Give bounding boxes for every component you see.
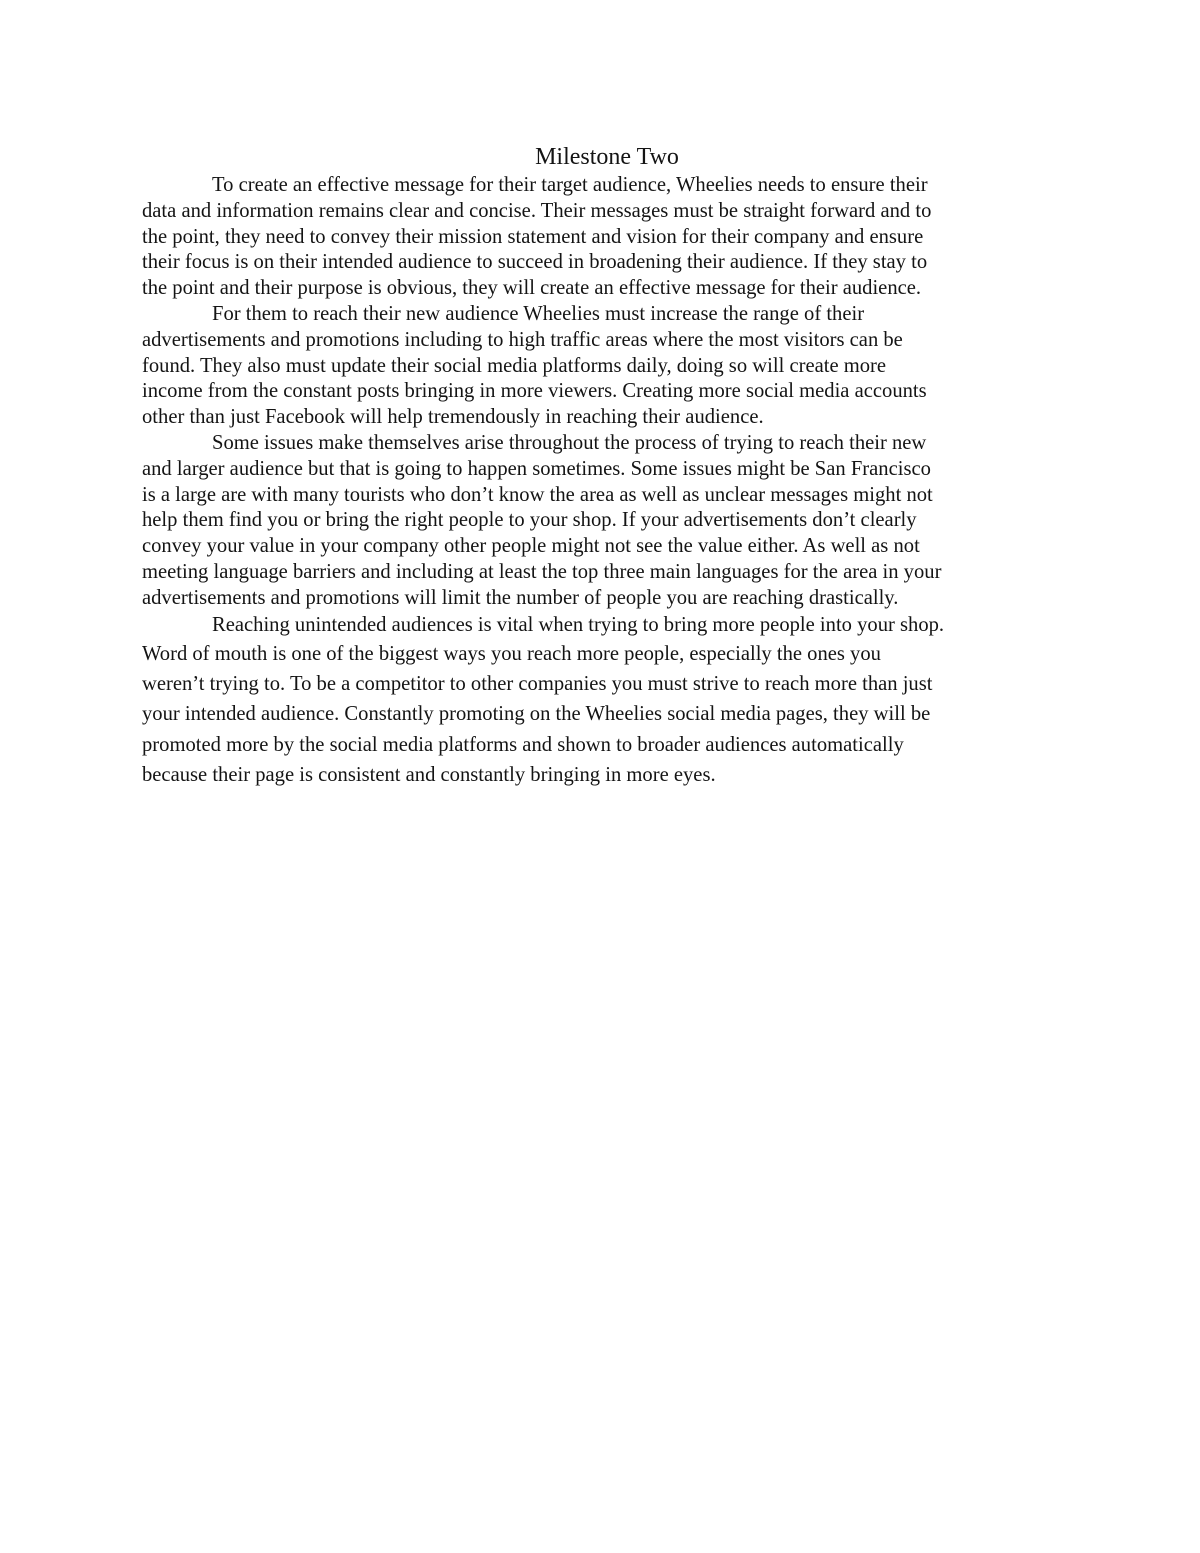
paragraph-line: Word of mouth is one of the biggest ways you reach more people, especially the ones you — [142, 642, 881, 665]
paragraph-line: meeting language barriers and including at least the top three main languages for the area in your — [142, 560, 942, 583]
paragraph-2 — [142, 302, 1058, 431]
paragraph-line: the point and their purpose is obvious, they will create an effective message for their audience. — [142, 277, 922, 300]
document-title: Milestone Two — [535, 144, 679, 170]
paragraph-line: and larger audience but that is going to happen sometimes. Some issues might be San Francisco — [142, 457, 931, 480]
paragraph-line: your intended audience. Constantly promoting on the Wheelies social media pages, they will be — [142, 703, 931, 726]
paragraph-line: is a large are with many tourists who don’t know the area as well as unclear messages might not — [142, 483, 933, 506]
paragraph-line: help them find you or bring the right people to your shop. If your advertisements don’t clearly — [142, 509, 917, 532]
paragraph-line: because their page is consistent and constantly bringing in more eyes. — [142, 764, 716, 787]
paragraph-line: weren’t trying to. To be a competitor to other companies you must strive to reach more than just — [142, 672, 933, 695]
paragraph-line: To create an effective message for their target audience, Wheelies needs to ensure their — [212, 174, 928, 196]
paragraph-line: income from the constant posts bringing in more viewers. Creating more social media accounts — [142, 380, 927, 403]
document-body — [142, 141, 1058, 791]
paragraph-3 — [142, 431, 1058, 612]
paragraph-line: For them to reach their new audience Wheelies must increase the range of their — [212, 302, 865, 325]
paragraph-line: advertisements and promotions will limit the number of people you are reaching drastically. — [142, 586, 899, 609]
paragraph-line: data and information remains clear and concise. Their messages must be straight forward and to — [142, 199, 932, 222]
paragraph-4 — [142, 612, 1058, 791]
paragraph-1 — [142, 173, 1058, 302]
paragraph-line: advertisements and promotions including to high traffic areas where the most visitors can be — [142, 328, 903, 351]
paragraph-line: other than just Facebook will help tremendously in reaching their audience. — [142, 406, 764, 429]
paragraph-line: convey your value in your company other people might not see the value either. As well as not — [142, 535, 920, 558]
paragraph-line: their focus is on their intended audience to succeed in broadening their audience. If they stay to — [142, 251, 928, 274]
paragraph-line: promoted more by the social media platforms and shown to broader audiences automatically — [142, 733, 904, 756]
paragraph-line: the point, they need to convey their mission statement and vision for their company and ensure — [142, 225, 924, 248]
paragraph-line: found. They also must update their social media platforms daily, doing so will create more — [142, 354, 887, 377]
paragraph-line: Some issues make themselves arise throughout the process of trying to reach their new — [212, 431, 927, 454]
paragraph-line: Reaching unintended audiences is vital when trying to bring more people into your shop. — [212, 613, 945, 636]
